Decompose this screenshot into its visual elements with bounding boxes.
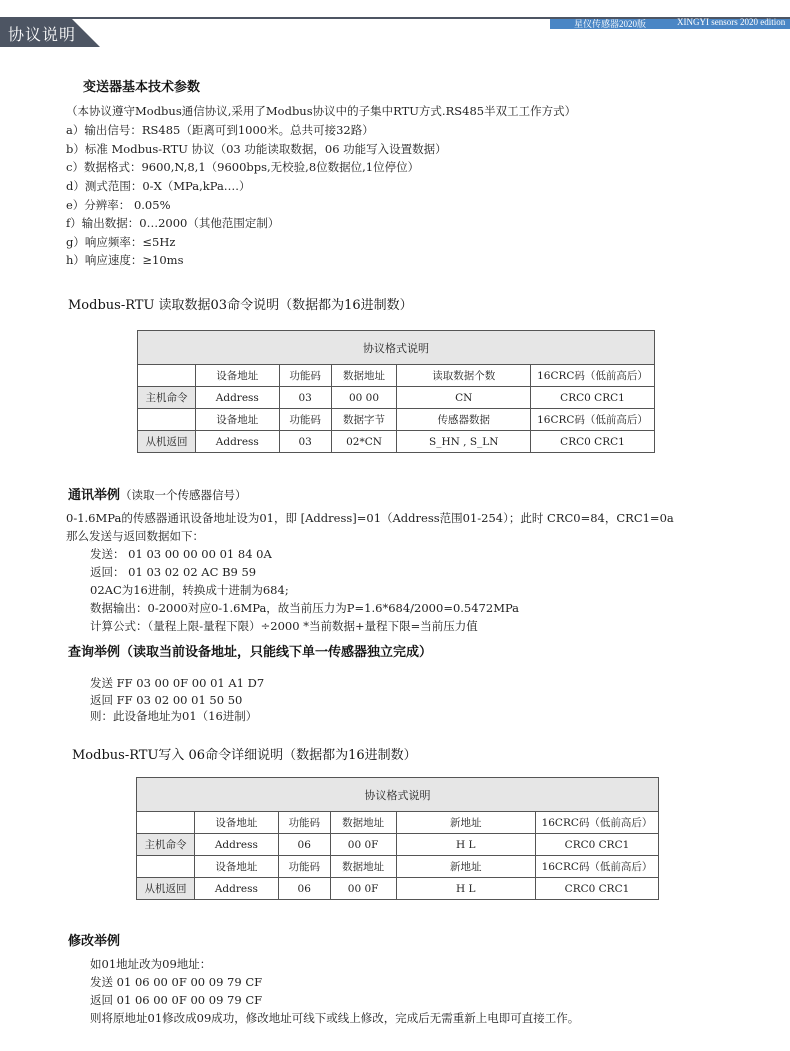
modify-line: 返回 01 06 00 0F 00 09 79 CF [90,993,263,1007]
table-cell: CRC0 CRC1 [531,387,655,409]
table-cell: CRC0 CRC1 [535,878,658,900]
table-cell [138,365,196,387]
table-cell: 16CRC码（低前高后） [535,856,658,878]
comm-line: 02AC为16进制，转换成十进制为684; [90,583,289,597]
table-cell: 新地址 [396,812,535,834]
table-cell: Address [195,431,279,453]
write06-title-main: Modbus-RTU写入 06命令详细说明 [72,748,284,763]
table-cell [138,409,196,431]
table-cell: Address [194,878,278,900]
table-cell: 06 [278,878,330,900]
table-cell: Address [194,834,278,856]
table-cell: CRC0 CRC1 [535,834,658,856]
table-cell: 设备地址 [194,812,278,834]
table-cell: 功能码 [279,409,331,431]
read03-title-main: Modbus-RTU 读取数据03命令说明 [68,298,280,313]
table-cell: 16CRC码（低前高后） [535,812,658,834]
table-cell: 03 [279,431,331,453]
table-cell: 数据地址 [330,812,396,834]
table-cell: 00 0F [330,834,396,856]
table-cell: 03 [279,387,331,409]
comm-line: 发送： 01 03 00 00 00 01 84 0A [90,547,272,561]
header-brand-bar [550,19,790,29]
table-cell [137,856,195,878]
table-cell: H L [396,878,535,900]
basics-line: e）分辨率： 0.05% [66,198,171,212]
table-caption: 协议格式说明 [138,331,655,365]
read03-title-sub: （数据都为16进制数） [279,298,413,313]
basics-line: （本协议遵守Modbus通信协议,采用了Modbus协议中的子集中RTU方式.RS485半双工工作方式） [66,104,577,118]
table-row-header: 主机命令 [137,834,195,856]
header-brand-en: XINGYI sensors 2020 edition [677,17,786,27]
header-tab-label: 协议说明 [8,25,77,44]
table-row-header: 主机命令 [138,387,196,409]
basics-title: 变送器基本技术参数 [83,80,201,95]
modify-example-title: 修改举例 [68,934,121,949]
table-caption: 协议格式说明 [137,778,659,812]
basics-line: c）数据格式：9600,N,8,1（9600bps,无校验,8位数据位,1位停位） [66,160,420,174]
table-cell: Address [195,387,279,409]
table-cell: 16CRC码（低前高后） [531,365,655,387]
table-cell: 传感器数据 [397,409,531,431]
modify-line: 如01地址改为09地址： [90,957,212,971]
table-cell: 功能码 [279,365,331,387]
table-cell: 00 00 [331,387,397,409]
write06-table [136,777,659,900]
basics-line: b）标准 Modbus-RTU 协议（03 功能读取数据，06 功能写入设置数据） [66,142,447,156]
comm-line: 返回： 01 03 02 02 AC B9 59 [90,565,257,579]
table-cell: 06 [278,834,330,856]
table-cell: 设备地址 [194,856,278,878]
basics-line: d）测式范围：0-X（MPa,kPa….） [66,179,251,193]
table-cell [137,812,195,834]
table-cell: CRC0 CRC1 [531,431,655,453]
table-cell: 00 0F [330,878,396,900]
table-row-header: 从机返回 [137,878,195,900]
comm-line: 计算公式：（量程上限-量程下限）÷2000 *当前数据+量程下限=当前压力值 [90,619,478,633]
query-line: 则：此设备地址为01（16进制） [90,709,258,723]
table-cell: 功能码 [278,856,330,878]
write06-title-sub: （数据都为16进制数） [283,748,417,763]
table-cell: 读取数据个数 [397,365,531,387]
table-cell: 设备地址 [195,409,279,431]
comm-line: 数据输出：0-2000对应0-1.6MPa，故当前压力为P=1.6*684/2000=0.5472MPa [90,601,520,615]
query-line: 返回 FF 03 02 00 01 50 50 [90,693,243,707]
basics-line: a）输出信号：RS485（距离可到1000米。总共可接32路） [66,123,374,137]
modify-line: 则将原地址01修改成09成功，修改地址可线下或线上修改，完成后无需重新上电即可直接工作。 [90,1011,580,1025]
table-row-header: 从机返回 [138,431,196,453]
comm-line: 那么发送与返回数据如下： [66,529,204,543]
table-cell: 功能码 [278,812,330,834]
table-cell: 02*CN [331,431,397,453]
header-brand-cn: 星仪传感器2020版 [574,19,647,29]
query-line: 发送 FF 03 00 0F 00 01 A1 D7 [90,676,265,690]
table-cell: CN [397,387,531,409]
basics-line: h）响应速度：≥10ms [66,253,184,267]
basics-line: f）输出数据：0…2000（其他范围定制） [66,216,280,230]
basics-line: g）响应频率：≤5Hz [66,235,176,249]
table-cell: H L [396,834,535,856]
query-example-title: 查询举例（读取当前设备地址，只能线下单一传感器独立完成） [68,645,433,660]
table-cell: 数据地址 [331,365,397,387]
table-cell: 数据地址 [330,856,396,878]
read03-table [137,330,655,453]
modify-line: 发送 01 06 00 0F 00 09 79 CF [90,975,263,989]
comm-example-title-main: 通讯举例 [68,488,121,503]
read03-title [68,294,413,313]
comm-example-title [68,484,247,503]
table-cell: S_HN , S_LN [397,431,531,453]
table-cell: 新地址 [396,856,535,878]
table-cell: 16CRC码（低前高后） [531,409,655,431]
write06-title [72,744,417,763]
table-cell: 设备地址 [195,365,279,387]
comm-example-title-sub: （读取一个传感器信号） [120,488,247,502]
comm-line: 0-1.6MPa的传感器通讯设备地址设为01，即 [Address]=01（Address范围01-254）；此时 CRC0=84，CRC1=0a [66,511,674,525]
table-cell: 数据字节 [331,409,397,431]
